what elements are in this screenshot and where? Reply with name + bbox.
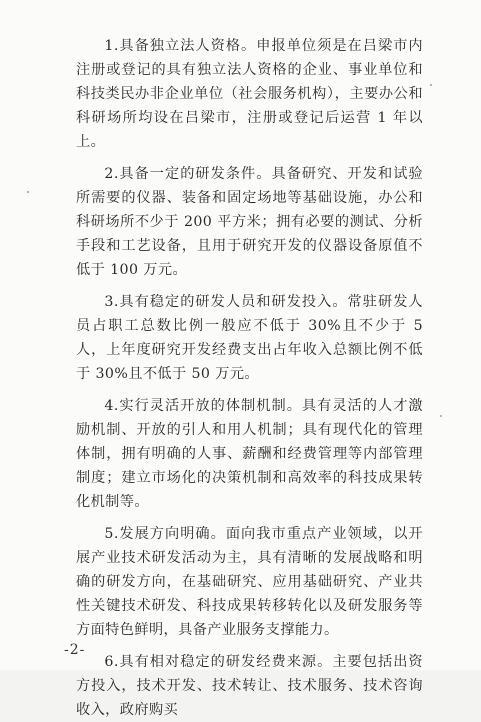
scan-speck — [430, 84, 432, 86]
paragraph-2-research-conditions: 2.具备一定的研发条件。具备研究、开发和试验所需要的仪器、装备和固定场地等基础设施，办公和科研场所不少于 200 平方米；拥有必要的测试、分析手段和工艺设备，且用于研究开发的仪器设备原值不低于 100 万元。 — [76, 166, 423, 278]
paragraph-6-funding-sources: 6.具有相对稳定的研发经费来源。主要包括出资方投入，技术开发、技术转让、技术服务、技术咨询收入，政府购买 — [76, 654, 423, 718]
paragraph-4-institutional-mechanism: 4.实行灵活开放的体制机制。具有灵活的人才激励机制、开放的引人和用人机制；具有现代化的管理体制，拥有明确的人事、薪酬和经费管理等内部管理制度；建立市场化的决策机制和高效率的科技成果转化机制等。 — [76, 398, 423, 510]
page-number: -2- — [64, 642, 86, 658]
scan-speck — [440, 415, 442, 417]
paragraph-5-development-direction: 5.发展方向明确。面向我市重点产业领域，以开展产业技术研发活动为主，具有清晰的发展战略和明确的研发方向，在基础研究、应用基础研究、产业共性关键技术研发、科技成果转移转化以及研发服务等方面特色鲜明，具备产业服务支撑能力。 — [76, 526, 423, 638]
paragraph-1-legal-entity: 1.具备独立法人资格。申报单位须是在吕梁市内注册或登记的具有独立法人资格的企业、事业单位和科技类民办非企业单位（社会服务机构），主要办公和科研场所均设在吕梁市，注册或登记后运营 1 年以上。 — [76, 38, 423, 150]
paragraph-3-research-staff-investment: 3.具有稳定的研发人员和研发投入。常驻研发人员占职工总数比例一般应不低于 30%且不少于 5 人，上年度研究开发经费支出占年收入总额比例不低于 30%且不低于 50 万元。 — [76, 294, 423, 382]
scan-speck — [27, 191, 29, 193]
